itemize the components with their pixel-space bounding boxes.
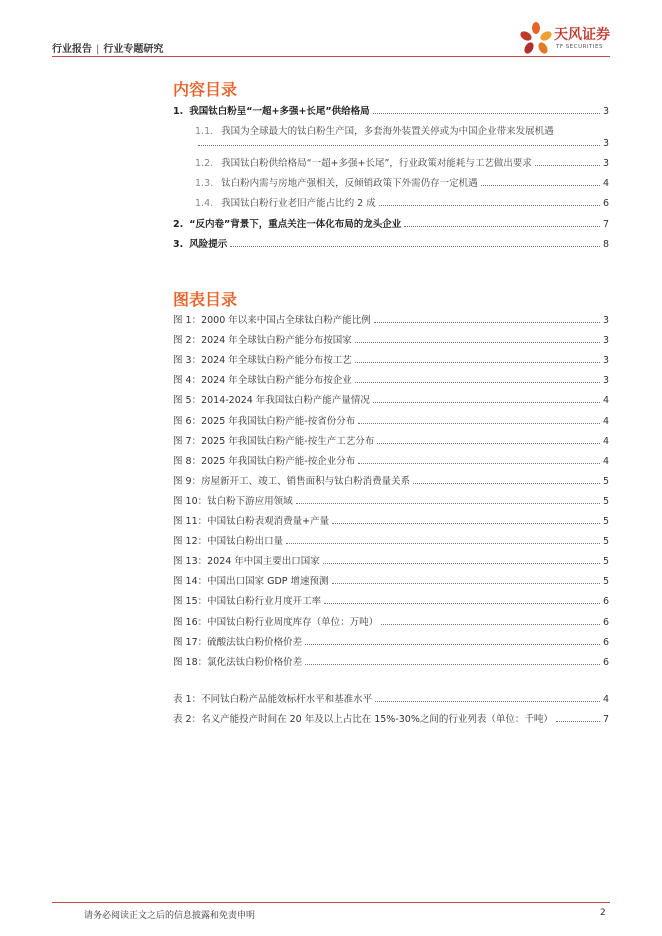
footer-divider bbox=[52, 902, 610, 903]
leader-dots bbox=[404, 226, 600, 227]
figure-index-entry[interactable] bbox=[173, 392, 609, 406]
leader-dots bbox=[373, 113, 600, 114]
leader-dots bbox=[374, 322, 600, 323]
figure-index-entry[interactable] bbox=[173, 553, 609, 567]
figure-index-entry[interactable] bbox=[173, 312, 609, 326]
index-entry-page: 5 bbox=[602, 556, 609, 568]
leader-dots bbox=[379, 205, 600, 206]
index-entry-page: 4 bbox=[602, 455, 609, 467]
toc-entry-page: 3 bbox=[602, 138, 609, 149]
index-entry-label: 图 1：2000 年以来中国占全球钛白粉产能比例 bbox=[173, 315, 371, 326]
toc-entry-number: 1.1. bbox=[195, 126, 214, 137]
index-entry-label: 图 2：2024 年全球钛白粉产能分布按国家 bbox=[173, 335, 352, 347]
index-entry-label: 图 6：2025 年我国钛白粉产能-按省份分布 bbox=[173, 415, 356, 427]
index-entry-page: 4 bbox=[602, 415, 609, 427]
toc-entry-label: “反内卷”背景下，重点关注一体化布局的龙头企业 bbox=[189, 219, 402, 230]
figure-index-entry[interactable] bbox=[173, 352, 609, 366]
toc-entry[interactable] bbox=[173, 216, 609, 230]
leader-dots bbox=[377, 443, 600, 444]
figure-index-entry[interactable] bbox=[173, 493, 609, 507]
index-entry-page: 3 bbox=[602, 375, 609, 387]
leader-dots bbox=[323, 563, 600, 564]
logo-company-subtitle: TF SECURITIES bbox=[556, 44, 603, 50]
index-entry-page: 4 bbox=[602, 395, 609, 407]
figure-index-entry[interactable] bbox=[173, 654, 609, 668]
toc-entry-number: 2. bbox=[173, 219, 184, 230]
index-entry-label: 图 14：中国出口国家 GDP 增速预测 bbox=[173, 576, 329, 588]
toc-entry-label: 我国为全球最大的钛白粉生产国，多套海外装置关停或为中国企业带来发展机遇 bbox=[221, 126, 554, 137]
index-entry-label: 图 5：2014-2024 年我国钛白粉产能产量情况 bbox=[173, 395, 370, 407]
leader-dots bbox=[324, 603, 600, 604]
leader-dots bbox=[556, 721, 600, 722]
leader-dots bbox=[332, 583, 600, 584]
index-entry-page: 6 bbox=[602, 656, 609, 668]
leader-dots bbox=[305, 664, 600, 665]
leader-dots bbox=[286, 543, 600, 544]
leader-dots bbox=[305, 644, 600, 645]
header-separator: | bbox=[96, 44, 100, 55]
report-category bbox=[52, 40, 163, 55]
index-entry-page: 6 bbox=[602, 636, 609, 648]
figure-index-entry[interactable] bbox=[173, 413, 609, 427]
index-entry-label: 表 2：名义产能投产时间在 20 年及以上占比在 15%-30%之间的行业列表（单位：千吨） bbox=[173, 714, 553, 725]
index-entry-label: 图 3：2024 年全球钛白粉产能分布按工艺 bbox=[173, 355, 352, 367]
figure-index-entry[interactable] bbox=[173, 332, 609, 346]
report-subtype-label: 行业专题研究 bbox=[103, 44, 164, 55]
index-entry-page: 6 bbox=[602, 616, 609, 628]
table-index-entry[interactable] bbox=[173, 711, 609, 725]
leader-dots bbox=[358, 463, 600, 464]
index-entry-label: 图 18：氯化法钛白粉价格价差 bbox=[173, 656, 303, 668]
figure-index-entry[interactable] bbox=[173, 473, 609, 487]
toc-entry-number: 1.2. bbox=[195, 158, 214, 169]
toc-subentry-continuation bbox=[195, 135, 609, 149]
index-entry-label: 图 17：硫酸法钛白粉价格价差 bbox=[173, 636, 303, 648]
index-entry-label: 图 8：2025 年我国钛白粉产能-按企业分布 bbox=[173, 455, 356, 467]
index-entry-page: 3 bbox=[602, 355, 609, 367]
figure-index-entry[interactable] bbox=[173, 433, 609, 447]
toc-entry-number: 1. bbox=[173, 106, 184, 117]
index-entry-page: 5 bbox=[602, 516, 609, 527]
figure-index-entry[interactable] bbox=[173, 573, 609, 587]
figure-index-entry[interactable] bbox=[173, 372, 609, 386]
toc-entry-number: 1.4. bbox=[195, 198, 214, 209]
report-type-label: 行业报告 bbox=[52, 44, 92, 55]
table-index-entry[interactable] bbox=[173, 691, 609, 705]
figure-index-entry[interactable] bbox=[173, 453, 609, 467]
index-entry-page: 7 bbox=[602, 714, 609, 725]
leader-dots bbox=[358, 423, 600, 424]
leader-dots bbox=[535, 165, 600, 166]
figure-index-entry[interactable] bbox=[173, 513, 609, 527]
toc-entry-label: 我国钛白粉供给格局“一超+多强+长尾”，行业政策对能耗与工艺做出要求 bbox=[221, 158, 532, 169]
index-entry-label: 图 13：2024 年中国主要出口国家 bbox=[173, 556, 320, 568]
figure-index-entry[interactable] bbox=[173, 614, 609, 628]
toc-entry-page: 3 bbox=[602, 106, 609, 117]
index-entry-page: 6 bbox=[602, 596, 609, 608]
index-entry-page: 4 bbox=[602, 435, 609, 447]
toc-subentry[interactable] bbox=[195, 155, 609, 169]
footer-disclaimer[interactable]: 请务必阅读正文之后的信息披露和免责申明 bbox=[84, 911, 256, 921]
leader-dots bbox=[355, 362, 600, 363]
leader-dots bbox=[296, 503, 600, 504]
page-number: 2 bbox=[600, 908, 606, 918]
logo-company-name: 天风证券 bbox=[554, 27, 610, 43]
figure-index-title: 图表目录 bbox=[173, 290, 238, 309]
leader-dots bbox=[355, 382, 600, 383]
toc-entry-label: 钛白粉内需与房地产强相关，反倾销政策下外需仍存一定机遇 bbox=[221, 178, 478, 189]
figure-index-entry[interactable] bbox=[173, 593, 609, 607]
index-entry-label: 表 1：不同钛白粉产品能效标杆水平和基准水平 bbox=[173, 694, 373, 705]
leader-dots bbox=[381, 624, 600, 625]
index-entry-page: 3 bbox=[602, 335, 609, 347]
toc-entry-page: 3 bbox=[602, 158, 609, 169]
toc-entry-page: 8 bbox=[602, 239, 609, 250]
index-entry-page: 5 bbox=[602, 475, 609, 487]
index-entry-label: 图 11：中国钛白粉表观消费量+产量 bbox=[173, 516, 330, 527]
toc-title: 内容目录 bbox=[173, 80, 238, 99]
index-entry-label: 图 7：2025 年我国钛白粉产能-按生产工艺分布 bbox=[173, 435, 375, 447]
header-divider bbox=[52, 56, 610, 57]
index-entry-label: 图 10：钛白粉下游应用领域 bbox=[173, 495, 293, 507]
index-entry-label: 图 15：中国钛白粉行业月度开工率 bbox=[173, 596, 322, 608]
index-entry-page: 3 bbox=[602, 315, 609, 326]
index-entry-page: 4 bbox=[602, 694, 609, 705]
leader-dots bbox=[332, 523, 600, 524]
company-logo bbox=[518, 20, 618, 56]
index-entry-page: 5 bbox=[602, 536, 609, 548]
leader-dots bbox=[198, 145, 600, 146]
index-entry-label: 图 9：房屋新开工、竣工、销售面积与钛白粉消费量关系 bbox=[173, 475, 411, 487]
toc-entry[interactable] bbox=[173, 236, 609, 250]
toc-entry[interactable] bbox=[173, 103, 609, 117]
toc-entry-page: 6 bbox=[602, 198, 609, 209]
toc-entry-page: 7 bbox=[602, 219, 609, 230]
toc-entry-label: 我国钛白粉呈“一超+多强+长尾”供给格局 bbox=[189, 106, 370, 117]
leader-dots bbox=[375, 701, 600, 702]
leader-dots bbox=[230, 246, 600, 247]
toc-entry-page: 4 bbox=[602, 178, 609, 189]
page-header bbox=[0, 0, 662, 60]
index-entry-label: 图 4：2024 年全球钛白粉产能分布按企业 bbox=[173, 375, 352, 387]
index-entry-page: 5 bbox=[602, 576, 609, 588]
figure-index-entry[interactable] bbox=[173, 634, 609, 648]
figure-index-entry[interactable] bbox=[173, 533, 609, 547]
index-entry-page: 5 bbox=[602, 495, 609, 507]
index-entry-label: 图 16：中国钛白粉行业周度库存（单位：万吨） bbox=[173, 616, 379, 628]
toc-subentry[interactable] bbox=[195, 175, 609, 189]
leader-dots bbox=[413, 483, 600, 484]
toc-entry-label: 我国钛白粉行业老旧产能占比约 2 成 bbox=[221, 198, 376, 209]
flower-logo-icon bbox=[518, 20, 554, 56]
toc-entry-number: 1.3. bbox=[195, 178, 214, 189]
toc-entry-label: 风险提示 bbox=[189, 239, 228, 250]
leader-dots bbox=[373, 402, 600, 403]
toc-entry-number: 3. bbox=[173, 239, 184, 250]
leader-dots bbox=[481, 185, 600, 186]
leader-dots bbox=[355, 342, 600, 343]
index-entry-label: 图 12：中国钛白粉出口量 bbox=[173, 536, 284, 548]
toc-subentry[interactable] bbox=[195, 195, 609, 209]
